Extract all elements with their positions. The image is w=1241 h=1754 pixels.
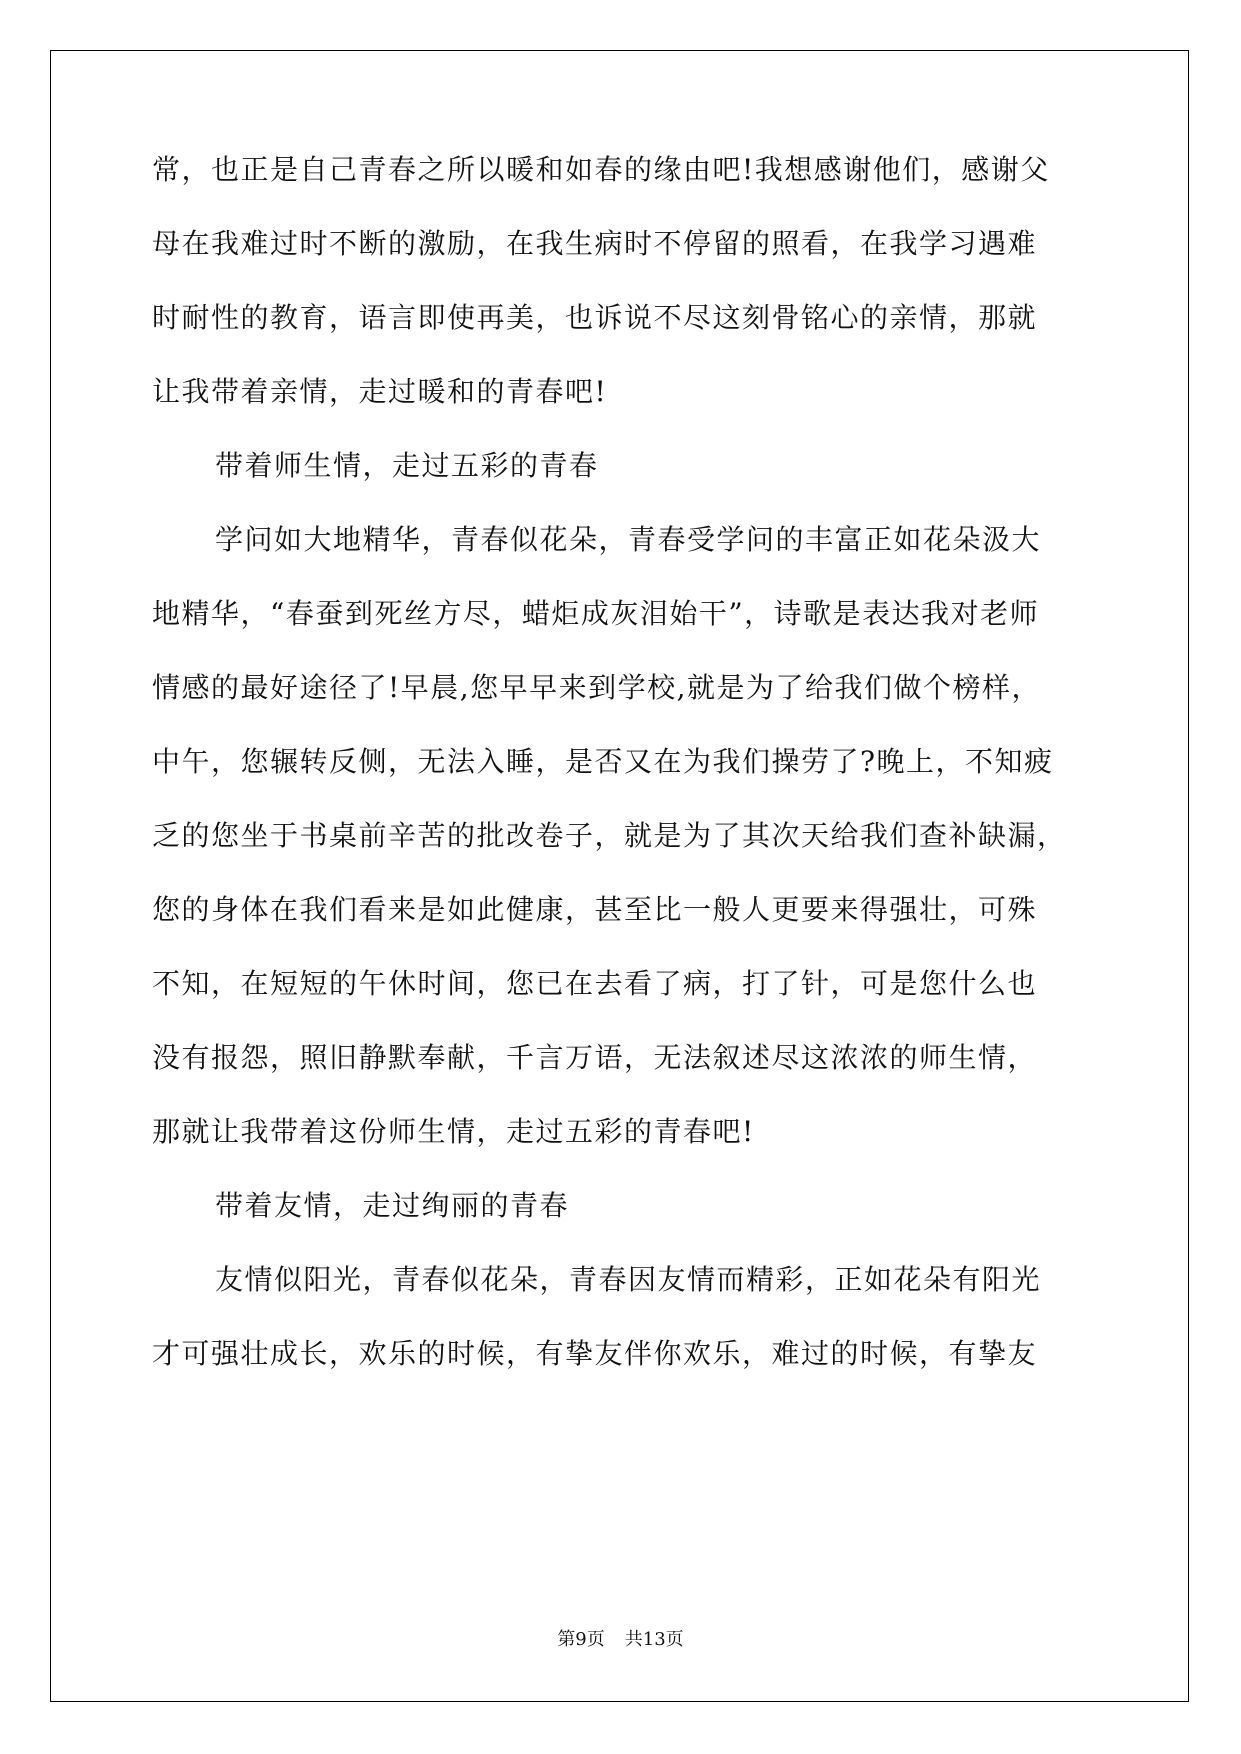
body-text-line: 没有报怨，照旧静默奉献，千言万语，无法叙述尽这浓浓的师生情， <box>152 1041 1038 1074</box>
body-text-line: 才可强壮成长，欢乐的时候，有挚友伴你欢乐，难过的时候，有挚友 <box>152 1337 1038 1370</box>
section-heading: 带着师生情，走过五彩的青春 <box>215 449 599 482</box>
body-text-line: 常，也正是自己青春之所以暖和如春的缘由吧!我想感谢他们，感谢父 <box>152 153 1050 186</box>
page-total: 共13页 <box>624 1629 684 1650</box>
body-text-line: 地精华，“春蚕到死丝方尽，蜡炬成灰泪始干”，诗歌是表达我对老师 <box>152 597 1040 630</box>
body-text-line: 母在我难过时不断的激励，在我生病时不停留的照看，在我学习遇难 <box>152 227 1038 260</box>
page-footer <box>0 1625 1241 1651</box>
page-number: 第9页 <box>557 1629 605 1650</box>
body-text-line: 不知，在短短的午休时间，您已在去看了病，打了针，可是您什么也 <box>152 967 1038 1000</box>
body-text-line: 让我带着亲情，走过暖和的青春吧! <box>152 375 608 408</box>
paragraph-first-line: 友情似阳光，青春似花朵，青春因友情而精彩，正如花朵有阳光 <box>215 1263 1042 1296</box>
body-text-line: 情感的最好途径了!早晨,您早早来到学校,就是为了给我们做个榜样， <box>152 671 1042 704</box>
section-heading: 带着友情，走过绚丽的青春 <box>215 1189 570 1222</box>
body-text-line: 那就让我带着这份师生情，走过五彩的青春吧! <box>152 1115 755 1148</box>
body-text-line: 中午，您辗转反侧，无法入睡，是否又在为我们操劳了?晚上，不知疲 <box>152 745 1054 778</box>
body-text-line: 乏的您坐于书桌前辛苦的批改卷子，就是为了其次天给我们查补缺漏， <box>152 819 1067 852</box>
paragraph-first-line: 学问如大地精华，青春似花朵，青春受学问的丰富正如花朵汲大 <box>215 523 1042 556</box>
body-text-line: 时耐性的教育，语言即使再美，也诉说不尽这刻骨铭心的亲情，那就 <box>152 301 1038 334</box>
body-text-line: 您的身体在我们看来是如此健康，甚至比一般人更要来得强壮，可殊 <box>152 893 1038 926</box>
